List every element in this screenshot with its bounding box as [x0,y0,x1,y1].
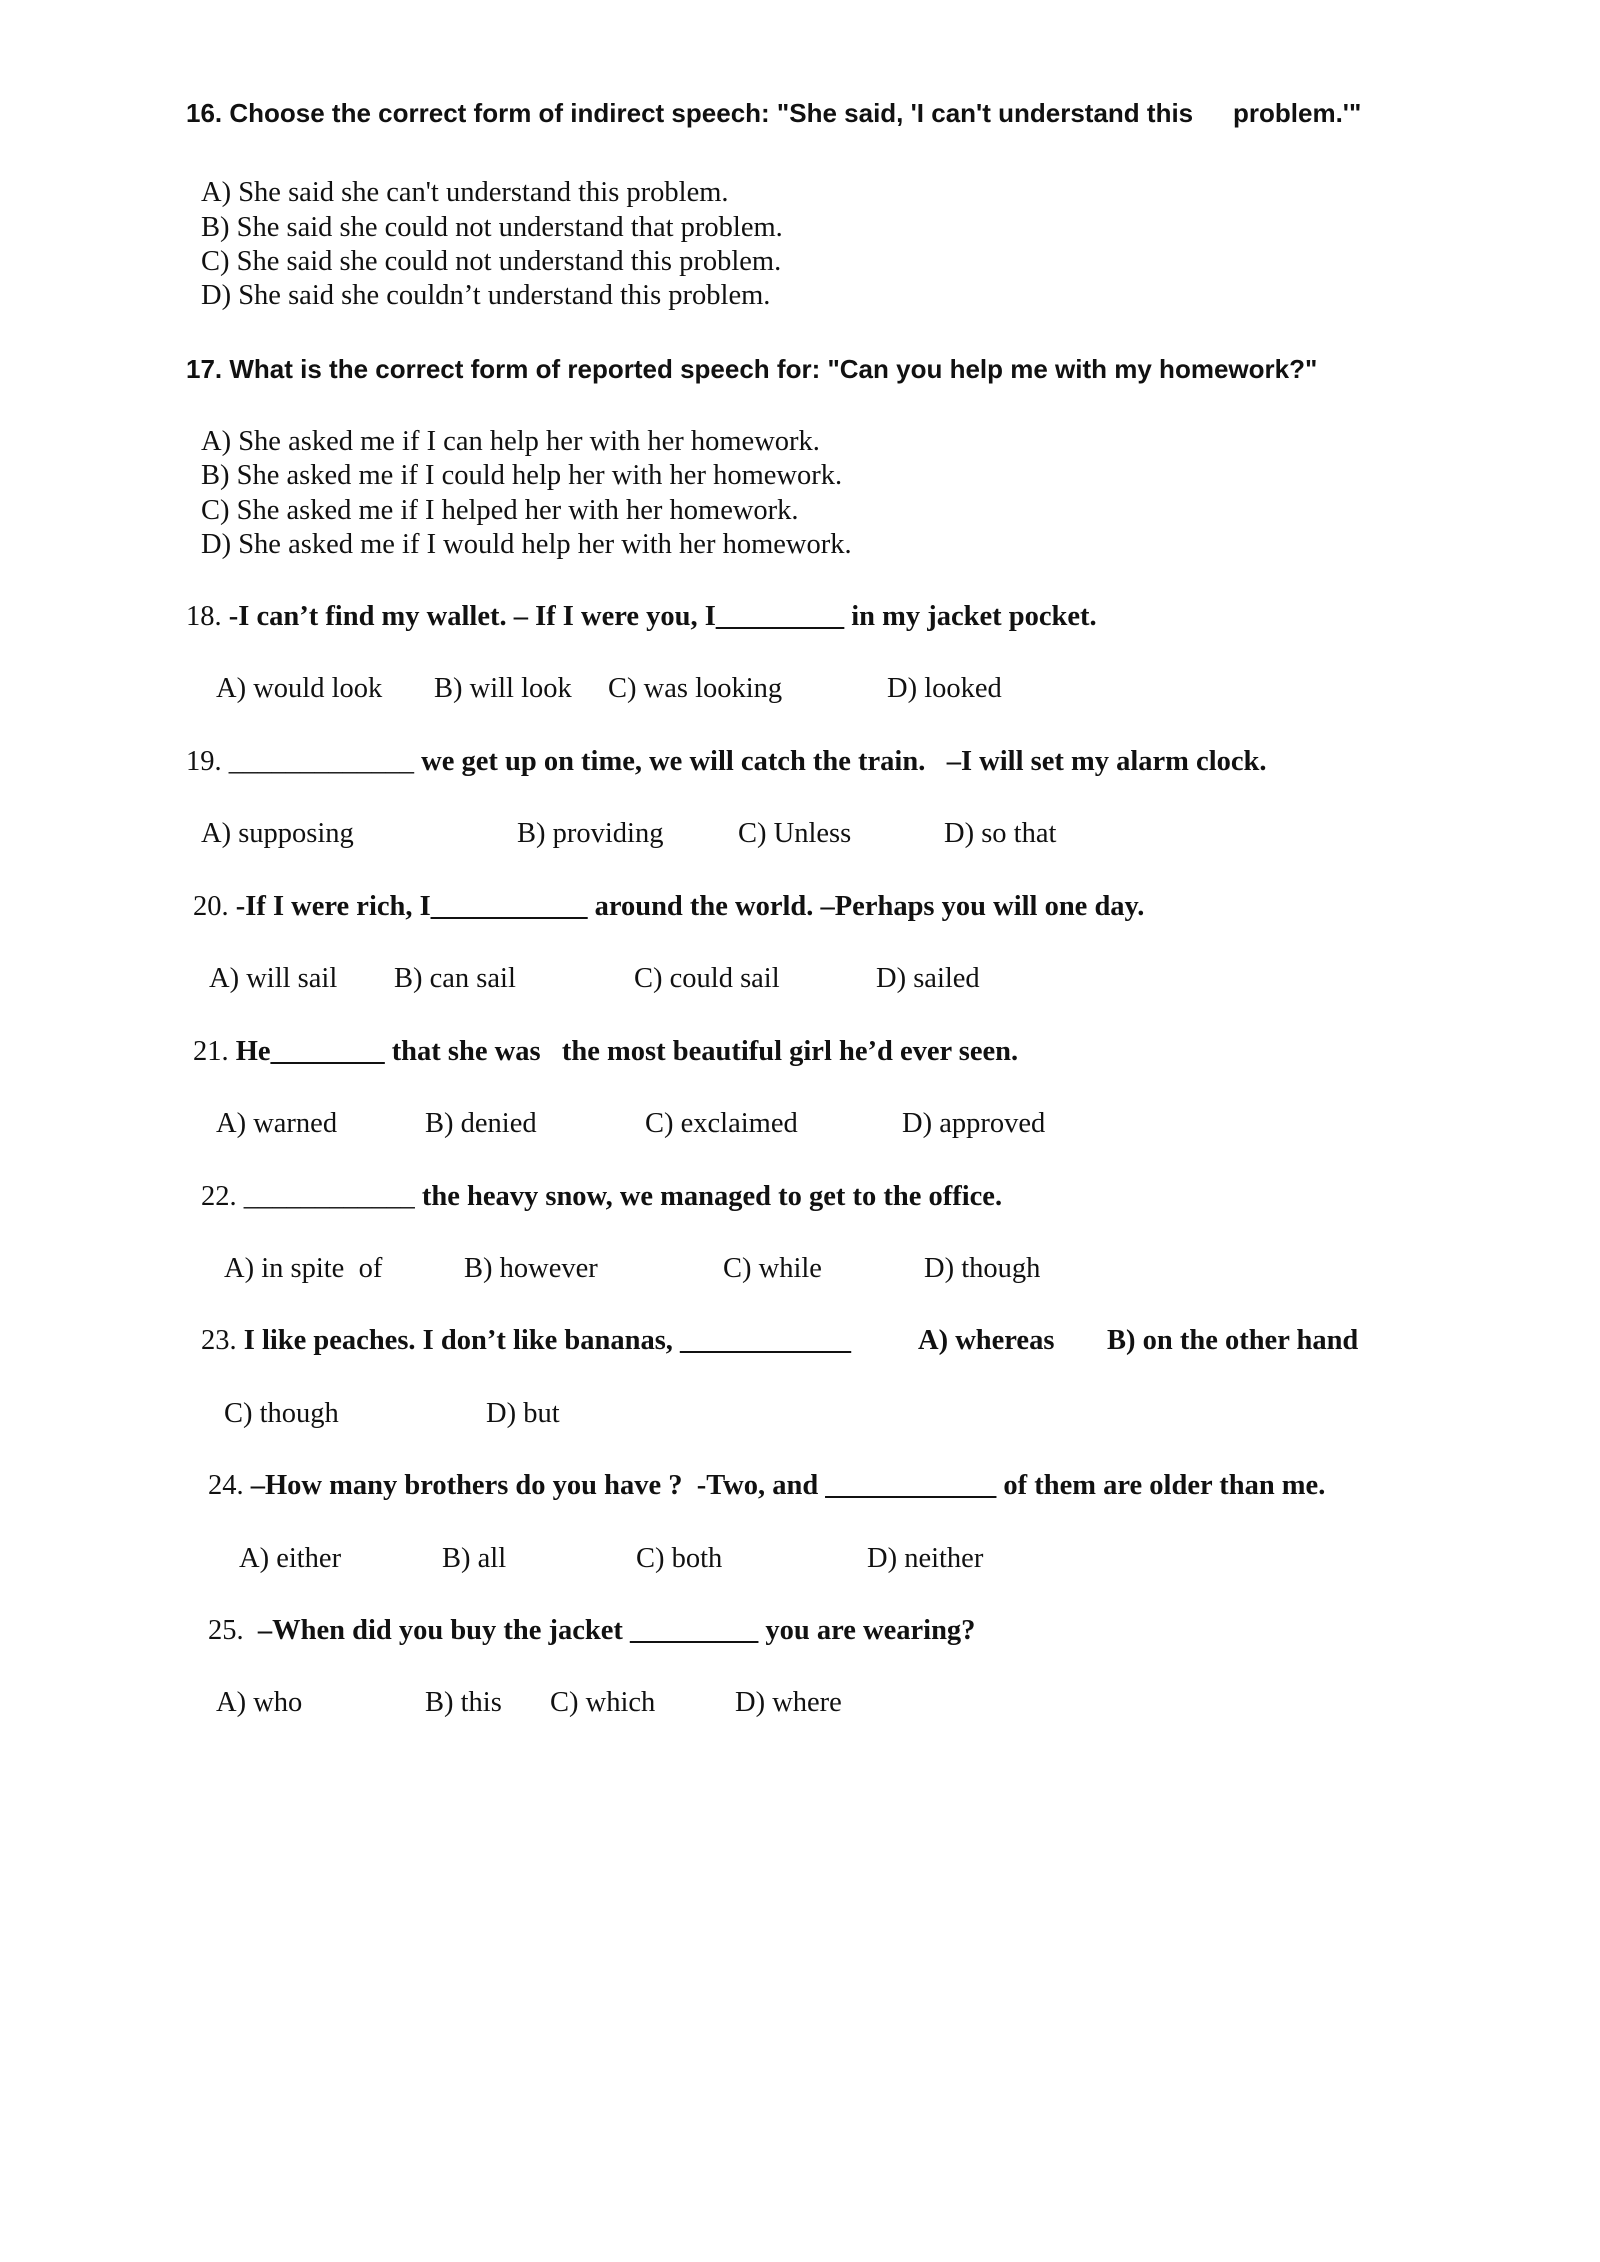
question-23-stem-line [201,1324,851,1358]
question-24-option-a: A) either [239,1543,342,1574]
question-22-option-a: A) in spite of [224,1253,383,1284]
question-17-option-b: B) She asked me if I could help her with her homework. [201,460,843,491]
question-18-option-b: B) will look [434,673,572,704]
question-25-option-c: C) which [550,1687,656,1718]
question-19-number: 19. _____________ [186,746,414,777]
question-21-stem-line [193,1035,1018,1069]
question-20-option-a: A) will sail [209,963,338,994]
question-19-option-b: B) providing [517,818,664,849]
question-22-stem: the heavy snow, we managed to get to the office. [421,1181,1003,1212]
question-24-stem: –How many brothers do you have ? -Two, and ____________ of them are older than me. [250,1470,1326,1501]
question-20-option-d: D) sailed [876,963,980,994]
question-22-number: 22. ____________ [201,1181,415,1212]
question-17-option-c: C) She asked me if I helped her with her homework. [201,495,799,526]
question-25-option-b: B) this [425,1687,502,1718]
question-21-option-a: A) warned [216,1108,338,1139]
question-23-option-c: C) though [224,1398,339,1429]
question-18-stem-line [186,600,1097,634]
question-22-option-d: D) though [924,1253,1041,1284]
question-25-stem: –When did you buy the jacket _________ you are wearing? [250,1615,976,1646]
question-23-number: 23. [201,1325,237,1356]
question-20-stem: -If I were rich, I___________ around the world. –Perhaps you will one day. [235,891,1145,922]
question-20-option-c: C) could sail [634,963,780,994]
question-18-stem: -I can’t find my wallet. – If I were you, I_________ in my jacket pocket. [228,601,1097,632]
question-20-option-b: B) can sail [394,963,516,994]
question-24-stem-line [208,1469,1325,1503]
question-18-option-c: C) was looking [608,673,783,704]
question-22-stem-line [201,1180,1002,1214]
question-24-option-c: C) both [636,1543,723,1574]
question-21-option-b: B) denied [425,1108,537,1139]
question-18-option-d: D) looked [887,673,1002,704]
question-21-option-c: C) exclaimed [645,1108,798,1139]
question-18-number: 18. [186,601,222,632]
question-16-stem: 16. Choose the correct form of indirect speech: "She said, 'I can't understand this [186,98,1194,128]
question-19-option-c: C) Unless [738,818,852,849]
question-18-option-a: A) would look [216,673,383,704]
question-16-option-a: A) She said she can't understand this problem. [201,177,729,208]
question-16-option-d: D) She said she couldn’t understand this problem. [201,280,771,311]
question-21-number: 21. [193,1036,229,1067]
question-20-stem-line [193,890,1144,924]
question-23-option-d: D) but [486,1398,560,1429]
question-24-option-d: D) neither [867,1543,984,1574]
question-25-number: 25. [208,1615,244,1646]
question-19-option-a: A) supposing [201,818,354,849]
question-20-number: 20. [193,891,229,922]
question-23-option-a: A) whereas [918,1325,1055,1356]
question-17-option-a: A) She asked me if I can help her with her homework. [201,426,820,457]
question-22-option-c: C) while [723,1253,822,1284]
question-23-stem: I like peaches. I don’t like bananas, ____________ [243,1325,852,1356]
question-24-option-b: B) all [442,1543,507,1574]
question-17-stem: 17. What is the correct form of reported speech for: "Can you help me with my homework?" [186,354,1318,384]
question-16-option-b: B) She said she could not understand that problem. [201,212,783,243]
question-16-option-c: C) She said she could not understand this problem. [201,246,782,277]
question-19-stem-line [186,745,1266,779]
question-19-stem: we get up on time, we will catch the train. –I will set my alarm clock. [421,746,1267,777]
question-16-stem-tail: problem.'" [1233,98,1362,128]
question-19-option-d: D) so that [944,818,1057,849]
question-25-option-a: A) who [216,1687,303,1718]
question-23-option-b: B) on the other hand [1107,1325,1359,1356]
question-21-option-d: D) approved [902,1108,1046,1139]
question-22-option-b: B) however [464,1253,598,1284]
question-24-number: 24. [208,1470,244,1501]
question-25-stem-line [208,1614,975,1648]
question-21-stem: He________ that she was the most beautiful girl he’d ever seen. [235,1036,1019,1067]
question-17-option-d: D) She asked me if I would help her with her homework. [201,529,852,560]
question-25-option-d: D) where [735,1687,842,1718]
